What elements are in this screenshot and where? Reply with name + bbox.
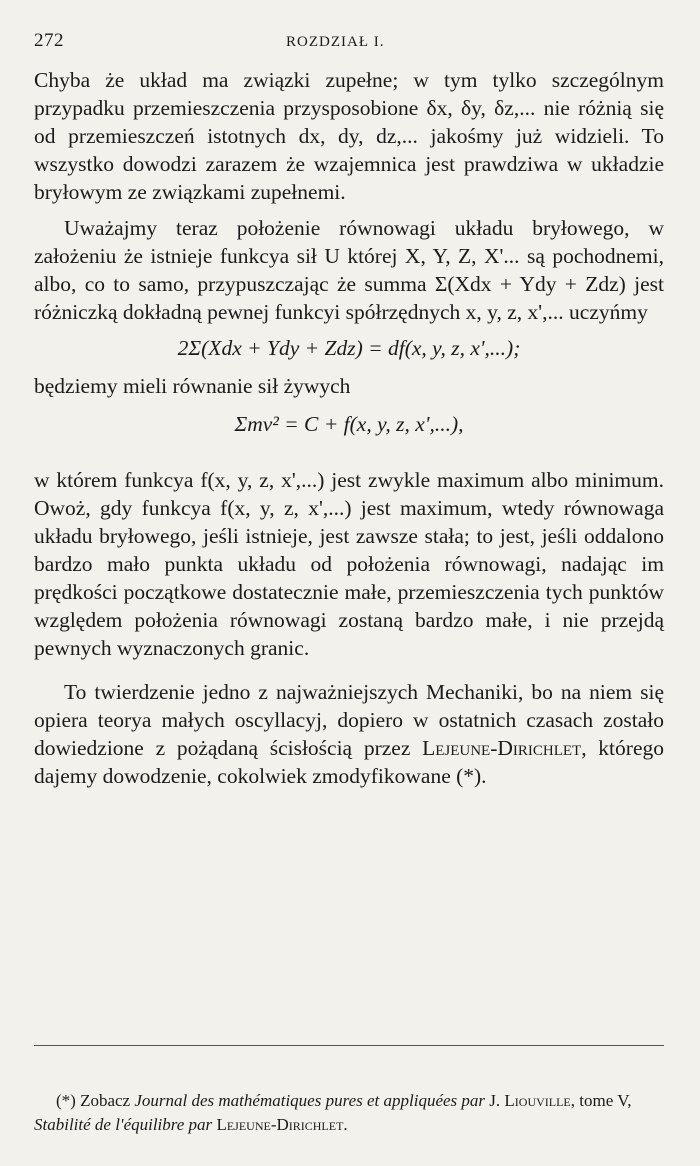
footnote-journal: Journal des mathématiques pures et appliquées par bbox=[134, 1091, 486, 1110]
page-number: 272 bbox=[34, 30, 64, 51]
equation-1: 2Σ(Xdx + Ydy + Zdz) = df(x, y, z, x',...); bbox=[177, 336, 521, 360]
footnote-rule bbox=[34, 1045, 664, 1046]
paragraph-5-text: To twierdzenie jedno z najważniejszych Mechaniki, bo na niem się opiera teorya małych oscyllacyj, dopiero w ostatnich czasach zostało dowiedzione z pożądaną ścisłością przez bbox=[34, 680, 664, 760]
footnote-article: Stabilité de l'équilibre par bbox=[34, 1115, 213, 1134]
paragraph-3: będziemy mieli równanie sił żywych bbox=[34, 374, 351, 398]
body-text bbox=[34, 66, 664, 790]
paragraph-5 bbox=[34, 678, 664, 790]
footnote-author: Lejeune-Dirichlet. bbox=[216, 1115, 348, 1134]
equation-2: Σmv² = C + f(x, y, z, x',...), bbox=[234, 412, 464, 436]
footnote-editor: J. Liouville bbox=[489, 1091, 571, 1110]
footnote-lead: Zobacz bbox=[80, 1091, 131, 1110]
paragraph-5-end: , którego dajemy dowodzenie, cokolwiek zmodyfikowane (*). bbox=[34, 736, 664, 788]
paragraph-4: w którem funkcya f(x, y, z, x',...) jest zwykle maximum albo minimum. Owoż, gdy funkcya f(x, y, z, x',...) jest maximum, wtedy równowaga układu bryłowego, jeśli istnieje, jest zawsze stała; to jest, jeśli oddalono bardzo mało punkta układu od położenia równowagi, nadając im prędkości początkowe dostatecznie małe, przemieszczenia tych punktów względem położenia równowagi zostaną bardzo małe, i nie przejdą pewnych wyznaczonych granic. bbox=[34, 468, 664, 660]
paragraph-2: Uważajmy teraz położenie równowagi układu bryłowego, w założeniu że istnieje funkcya sił U której X, Y, Z, X'... są pochodnemi, albo, co to samo, przypuszczając że summa Σ(Xdx + Ydy + Zdz) jest różniczką dokładną pewnej funkcyi spółrzędnych x, y, z, x',... uczyńmy bbox=[34, 216, 664, 324]
running-title: ROZDZIAŁ I. bbox=[286, 34, 385, 50]
paragraph-1: Chyba że układ ma związki zupełne; w tym tylko szczególnym przypadku przemieszczenia przysposobione δx, δy, δz,... nie różnią się od przemieszczeń istotnych dx, dy, dz,... jakośmy już widzieli. To wszystko dowodzi zarazem że wzajemnica jest prawdziwa w układzie bryłowym ze związkami zupełnemi. bbox=[34, 68, 664, 204]
author-name: Lejeune-Dirichlet bbox=[422, 736, 582, 760]
footnote bbox=[34, 1089, 654, 1137]
footnote-mark: (*) bbox=[56, 1091, 76, 1110]
footnote-volume: , tome V, bbox=[570, 1091, 632, 1110]
